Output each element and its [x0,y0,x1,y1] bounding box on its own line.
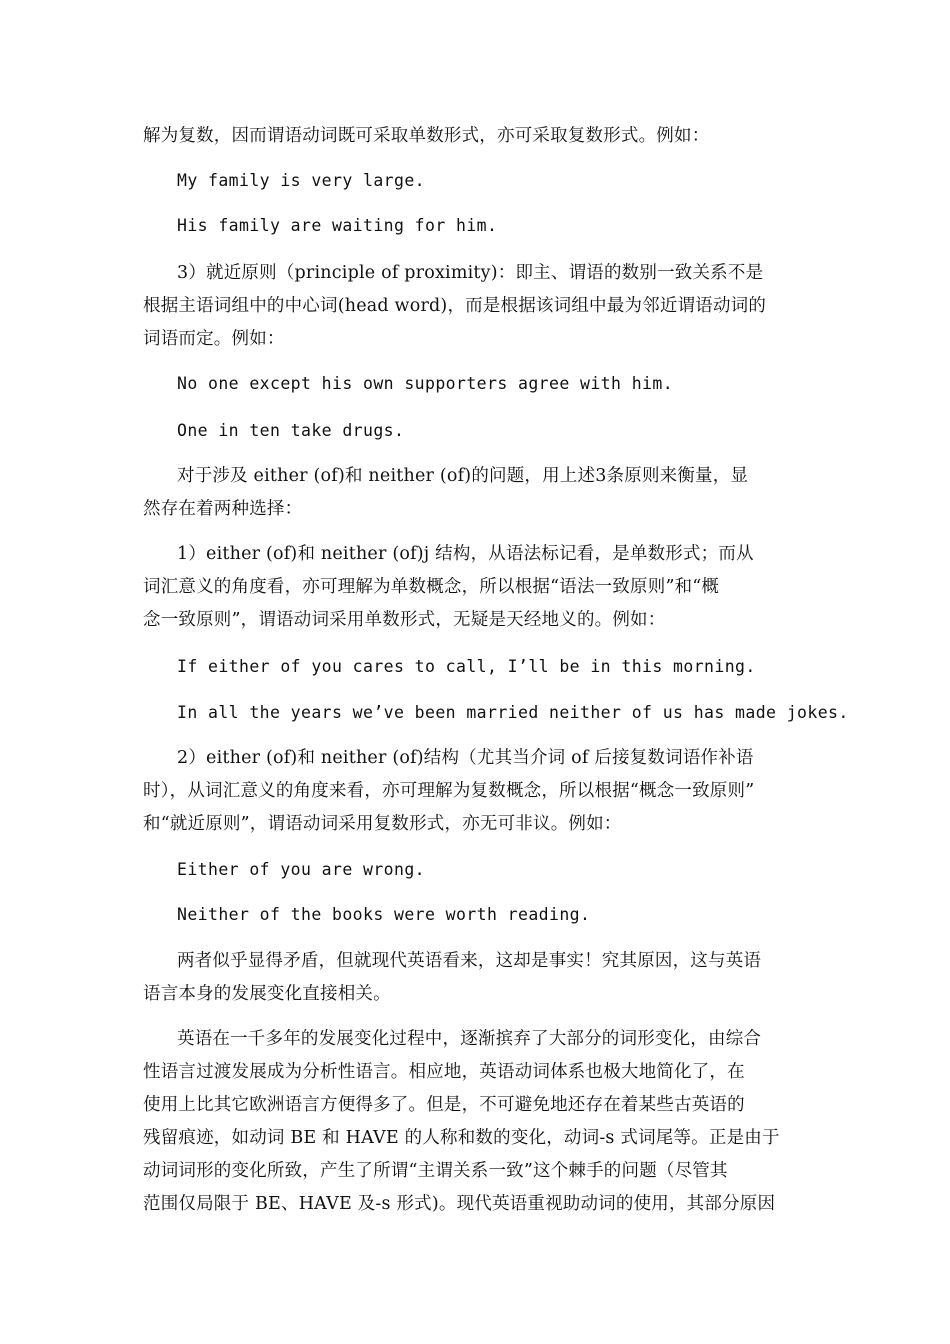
example-sentence: His family are waiting for him. [177,216,498,235]
example-sentence: If either of you cares to call, I’ll be in this morning. [177,657,756,676]
text-line: 词语而定。例如： [143,329,285,349]
text-line: 使用上比其它欧洲语言方便得多了。但是，不可避免地还存在着某些古英语的 [143,1095,745,1115]
text-line: 语言本身的发展变化直接相关。 [143,984,391,1004]
example-sentence: In all the years we’ve been married neither of us has made jokes. [177,703,849,722]
text-line: 英语在一千多年的发展变化过程中，逐渐摈弃了大部分的词形变化，由综合 [177,1029,762,1049]
text-line: 词汇意义的角度看，亦可理解为单数概念，所以根据“语法一致原则”和“概 [143,577,720,597]
example-sentence: No one except his own supporters agree with him. [177,374,674,393]
text-line: 动词词形的变化所致，产生了所谓“主谓关系一致”这个棘手的问题（尽管其 [143,1161,728,1181]
text-line: 两者似乎显得矛盾，但就现代英语看来，这却是事实！究其原因，这与英语 [177,951,762,971]
text-line: 解为复数，因而谓语动词既可采取单数形式，亦可采取复数形式。例如： [143,126,710,146]
text-line: 对于涉及 either (of)和 neither (of)的问题，用上述3条原则来衡量，显 [177,466,749,486]
text-line: 残留痕迹，如动词 BE 和 HAVE 的人称和数的变化，动词-s 式词尾等。正是由于 [143,1128,780,1148]
text-line: 念一致原则”，谓语动词采用单数形式，无疑是天经地义的。例如： [143,610,666,630]
example-sentence: Either of you are wrong. [177,860,426,879]
text-line: 3）就近原则（principle of proximity)：即主、谓语的数别一致关系不是 [177,263,764,283]
example-sentence: My family is very large. [177,171,426,190]
example-sentence: One in ten take drugs. [177,421,405,440]
text-line: 1）either (of)和 neither (of)j 结构，从语法标记看，是单数形式；而从 [177,544,754,564]
text-line: 范围仅局限于 BE、HAVE 及-s 形式)。现代英语重视助动词的使用，其部分原因 [143,1194,776,1214]
text-line: 和“就近原则”，谓语动词采用复数形式，亦无可非议。例如： [143,814,622,834]
text-line: 时），从词汇意义的角度来看，亦可理解为复数概念，所以根据“概念一致原则” [143,781,755,801]
example-sentence: Neither of the books were worth reading. [177,905,591,924]
text-line: 根据主语词组中的中心词(head word)，而是根据该词组中最为邻近谓语动词的 [143,296,767,316]
text-line: 然存在着两种选择： [143,499,303,519]
text-line: 2）either (of)和 neither (of)结构（尤其当介词 of 后接复数词语作补语 [177,748,754,768]
text-line: 性语言过渡发展成为分析性语言。相应地，英语动词体系也极大地简化了，在 [143,1062,745,1082]
